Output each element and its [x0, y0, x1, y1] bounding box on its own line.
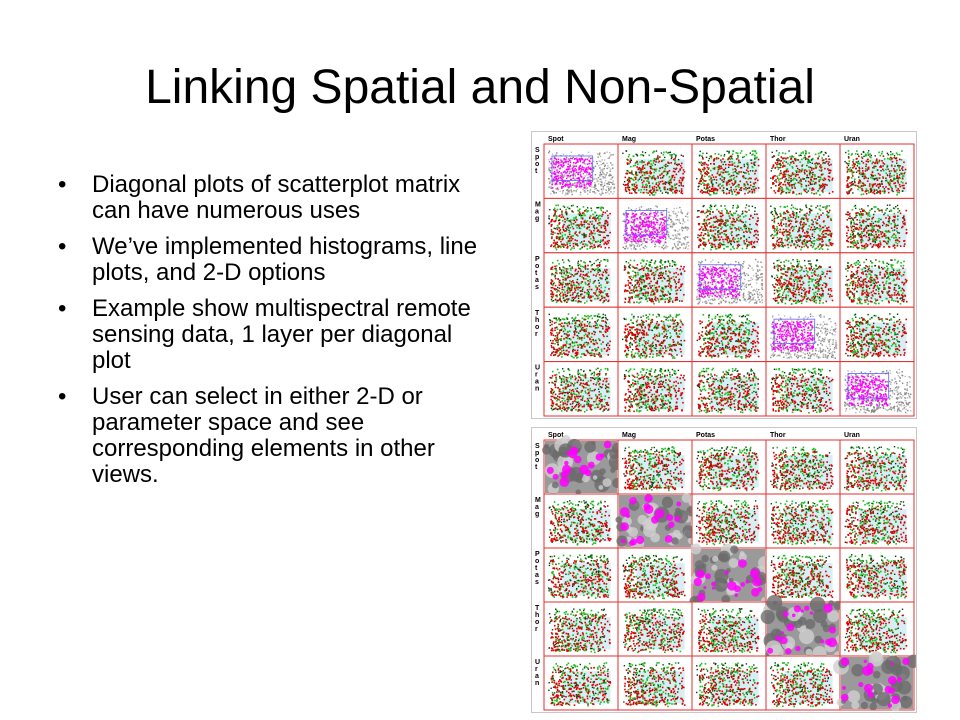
- diagonal-plot[interactable]: [840, 362, 914, 416]
- scatterplot-cell[interactable]: [766, 548, 840, 602]
- bullet-marker: •: [58, 384, 66, 410]
- row-label: [535, 201, 541, 222]
- bullet-item: [58, 234, 478, 286]
- scatterplot-cell[interactable]: [618, 440, 692, 494]
- bullet-list: [58, 172, 478, 498]
- scatterplot-cell[interactable]: [618, 362, 692, 416]
- scatterplot-cell[interactable]: [692, 656, 766, 710]
- column-header: Mag: [622, 136, 636, 143]
- svg-text:a: a: [535, 208, 539, 215]
- svg-text:o: o: [535, 263, 539, 270]
- column-header: Spot: [548, 432, 564, 439]
- scatterplot-matrix-histogram-diagonal: [531, 131, 917, 419]
- slide-title: Linking Spatial and Non-Spatial: [0, 60, 960, 116]
- row-label: [535, 365, 540, 393]
- diagonal-plot[interactable]: [542, 435, 625, 495]
- svg-text:p: p: [535, 154, 539, 161]
- row-label: [535, 497, 541, 518]
- scatterplot-cell[interactable]: [692, 362, 766, 416]
- scatterplot-matrix-canvas: [532, 132, 916, 418]
- scatterplot-cell[interactable]: [766, 362, 840, 416]
- svg-text:t: t: [535, 168, 538, 175]
- scatterplot-cell[interactable]: [840, 144, 914, 198]
- svg-text:n: n: [535, 386, 539, 393]
- row-label: [535, 551, 540, 586]
- scatterplot-cell[interactable]: [766, 198, 840, 252]
- diagonal-plot[interactable]: [692, 253, 766, 307]
- column-header: Thor: [770, 136, 786, 143]
- scatterplot-cell[interactable]: [618, 307, 692, 361]
- scatterplot-cell[interactable]: [544, 307, 618, 361]
- row-label: [535, 310, 540, 338]
- svg-text:a: a: [535, 277, 539, 284]
- svg-text:o: o: [535, 161, 539, 168]
- bullet-marker: •: [58, 234, 66, 260]
- bullet-item: [58, 296, 478, 374]
- svg-text:o: o: [535, 324, 539, 331]
- svg-text:S: S: [535, 147, 540, 154]
- scatterplot-matrix-image-diagonal: [531, 427, 917, 713]
- diagonal-plot[interactable]: [833, 651, 916, 711]
- column-header: Uran: [844, 432, 860, 439]
- scatterplot-cell[interactable]: [544, 362, 618, 416]
- scatterplot-cell[interactable]: [544, 656, 618, 710]
- scatterplot-cell[interactable]: [840, 548, 914, 602]
- scatterplot-cell[interactable]: [618, 602, 692, 656]
- column-header: Thor: [770, 432, 786, 439]
- svg-text:P: P: [535, 256, 540, 263]
- scatterplot-cell[interactable]: [618, 548, 692, 602]
- scatterplot-cell[interactable]: [766, 494, 840, 548]
- scatterplot-cell[interactable]: [766, 440, 840, 494]
- scatterplot-cell[interactable]: [544, 253, 618, 307]
- scatterplot-cell[interactable]: [840, 440, 914, 494]
- scatterplot-cell[interactable]: [766, 144, 840, 198]
- diagonal-plot[interactable]: [544, 144, 618, 198]
- svg-text:U: U: [535, 365, 540, 372]
- column-header: Uran: [844, 136, 860, 143]
- bullet-marker: •: [58, 296, 66, 322]
- svg-text:r: r: [535, 372, 538, 379]
- scatterplot-cell[interactable]: [618, 656, 692, 710]
- svg-text:s: s: [535, 284, 539, 291]
- scatterplot-cell[interactable]: [840, 307, 914, 361]
- bullet-marker: •: [58, 172, 66, 198]
- svg-text:a: a: [535, 379, 539, 386]
- diagonal-plot[interactable]: [689, 543, 771, 606]
- scatterplot-cell[interactable]: [692, 440, 766, 494]
- scatterplot-cell[interactable]: [692, 144, 766, 198]
- column-header: Mag: [622, 432, 636, 439]
- bullet-item: [58, 384, 478, 488]
- svg-text:r: r: [535, 331, 538, 338]
- diagonal-plot[interactable]: [761, 595, 844, 661]
- scatterplot-cell[interactable]: [544, 198, 618, 252]
- column-header: Potas: [696, 136, 715, 143]
- scatterplot-cell[interactable]: [692, 494, 766, 548]
- scatterplot-cell[interactable]: [692, 307, 766, 361]
- scatterplot-cell[interactable]: [766, 656, 840, 710]
- scatterplot-matrix-canvas: [532, 428, 916, 712]
- row-label: [535, 443, 540, 471]
- scatterplot-cell[interactable]: [544, 548, 618, 602]
- svg-text:M: M: [535, 201, 541, 208]
- diagonal-plot[interactable]: [766, 307, 840, 361]
- scatterplot-cell[interactable]: [544, 602, 618, 656]
- row-label: [535, 605, 540, 633]
- bullet-text: User can select in either 2-D or parameter space and see corresponding elements in other views.: [92, 383, 435, 488]
- scatterplot-cell[interactable]: [840, 198, 914, 252]
- scatterplot-cell[interactable]: [544, 494, 618, 548]
- scatterplot-cell[interactable]: [840, 602, 914, 656]
- bullet-item: [58, 172, 478, 224]
- scatterplot-cell[interactable]: [692, 198, 766, 252]
- scatterplot-cell[interactable]: [840, 253, 914, 307]
- svg-text:h: h: [535, 317, 539, 324]
- diagonal-plot[interactable]: [615, 493, 696, 550]
- svg-text:t: t: [535, 270, 538, 277]
- diagonal-plot[interactable]: [618, 198, 692, 252]
- scatterplot-cell[interactable]: [692, 602, 766, 656]
- column-header: Potas: [696, 432, 715, 439]
- row-label: [535, 659, 540, 687]
- bullet-text: Example show multispectral remote sensing data, 1 layer per diagonal plot: [92, 295, 471, 374]
- scatterplot-cell[interactable]: [766, 253, 840, 307]
- svg-text:g: g: [535, 215, 539, 222]
- row-label: [535, 256, 540, 291]
- bullet-text: Diagonal plots of scatterplot matrix can have numerous uses: [92, 171, 460, 224]
- column-header: Spot: [548, 136, 564, 143]
- bullet-text: We’ve implemented histograms, line plots, and 2-D options: [92, 233, 477, 286]
- row-label: [535, 147, 540, 175]
- scatterplot-cell[interactable]: [840, 494, 914, 548]
- scatterplot-cell[interactable]: [618, 144, 692, 198]
- svg-text:T: T: [535, 310, 540, 317]
- scatterplot-cell[interactable]: [618, 253, 692, 307]
